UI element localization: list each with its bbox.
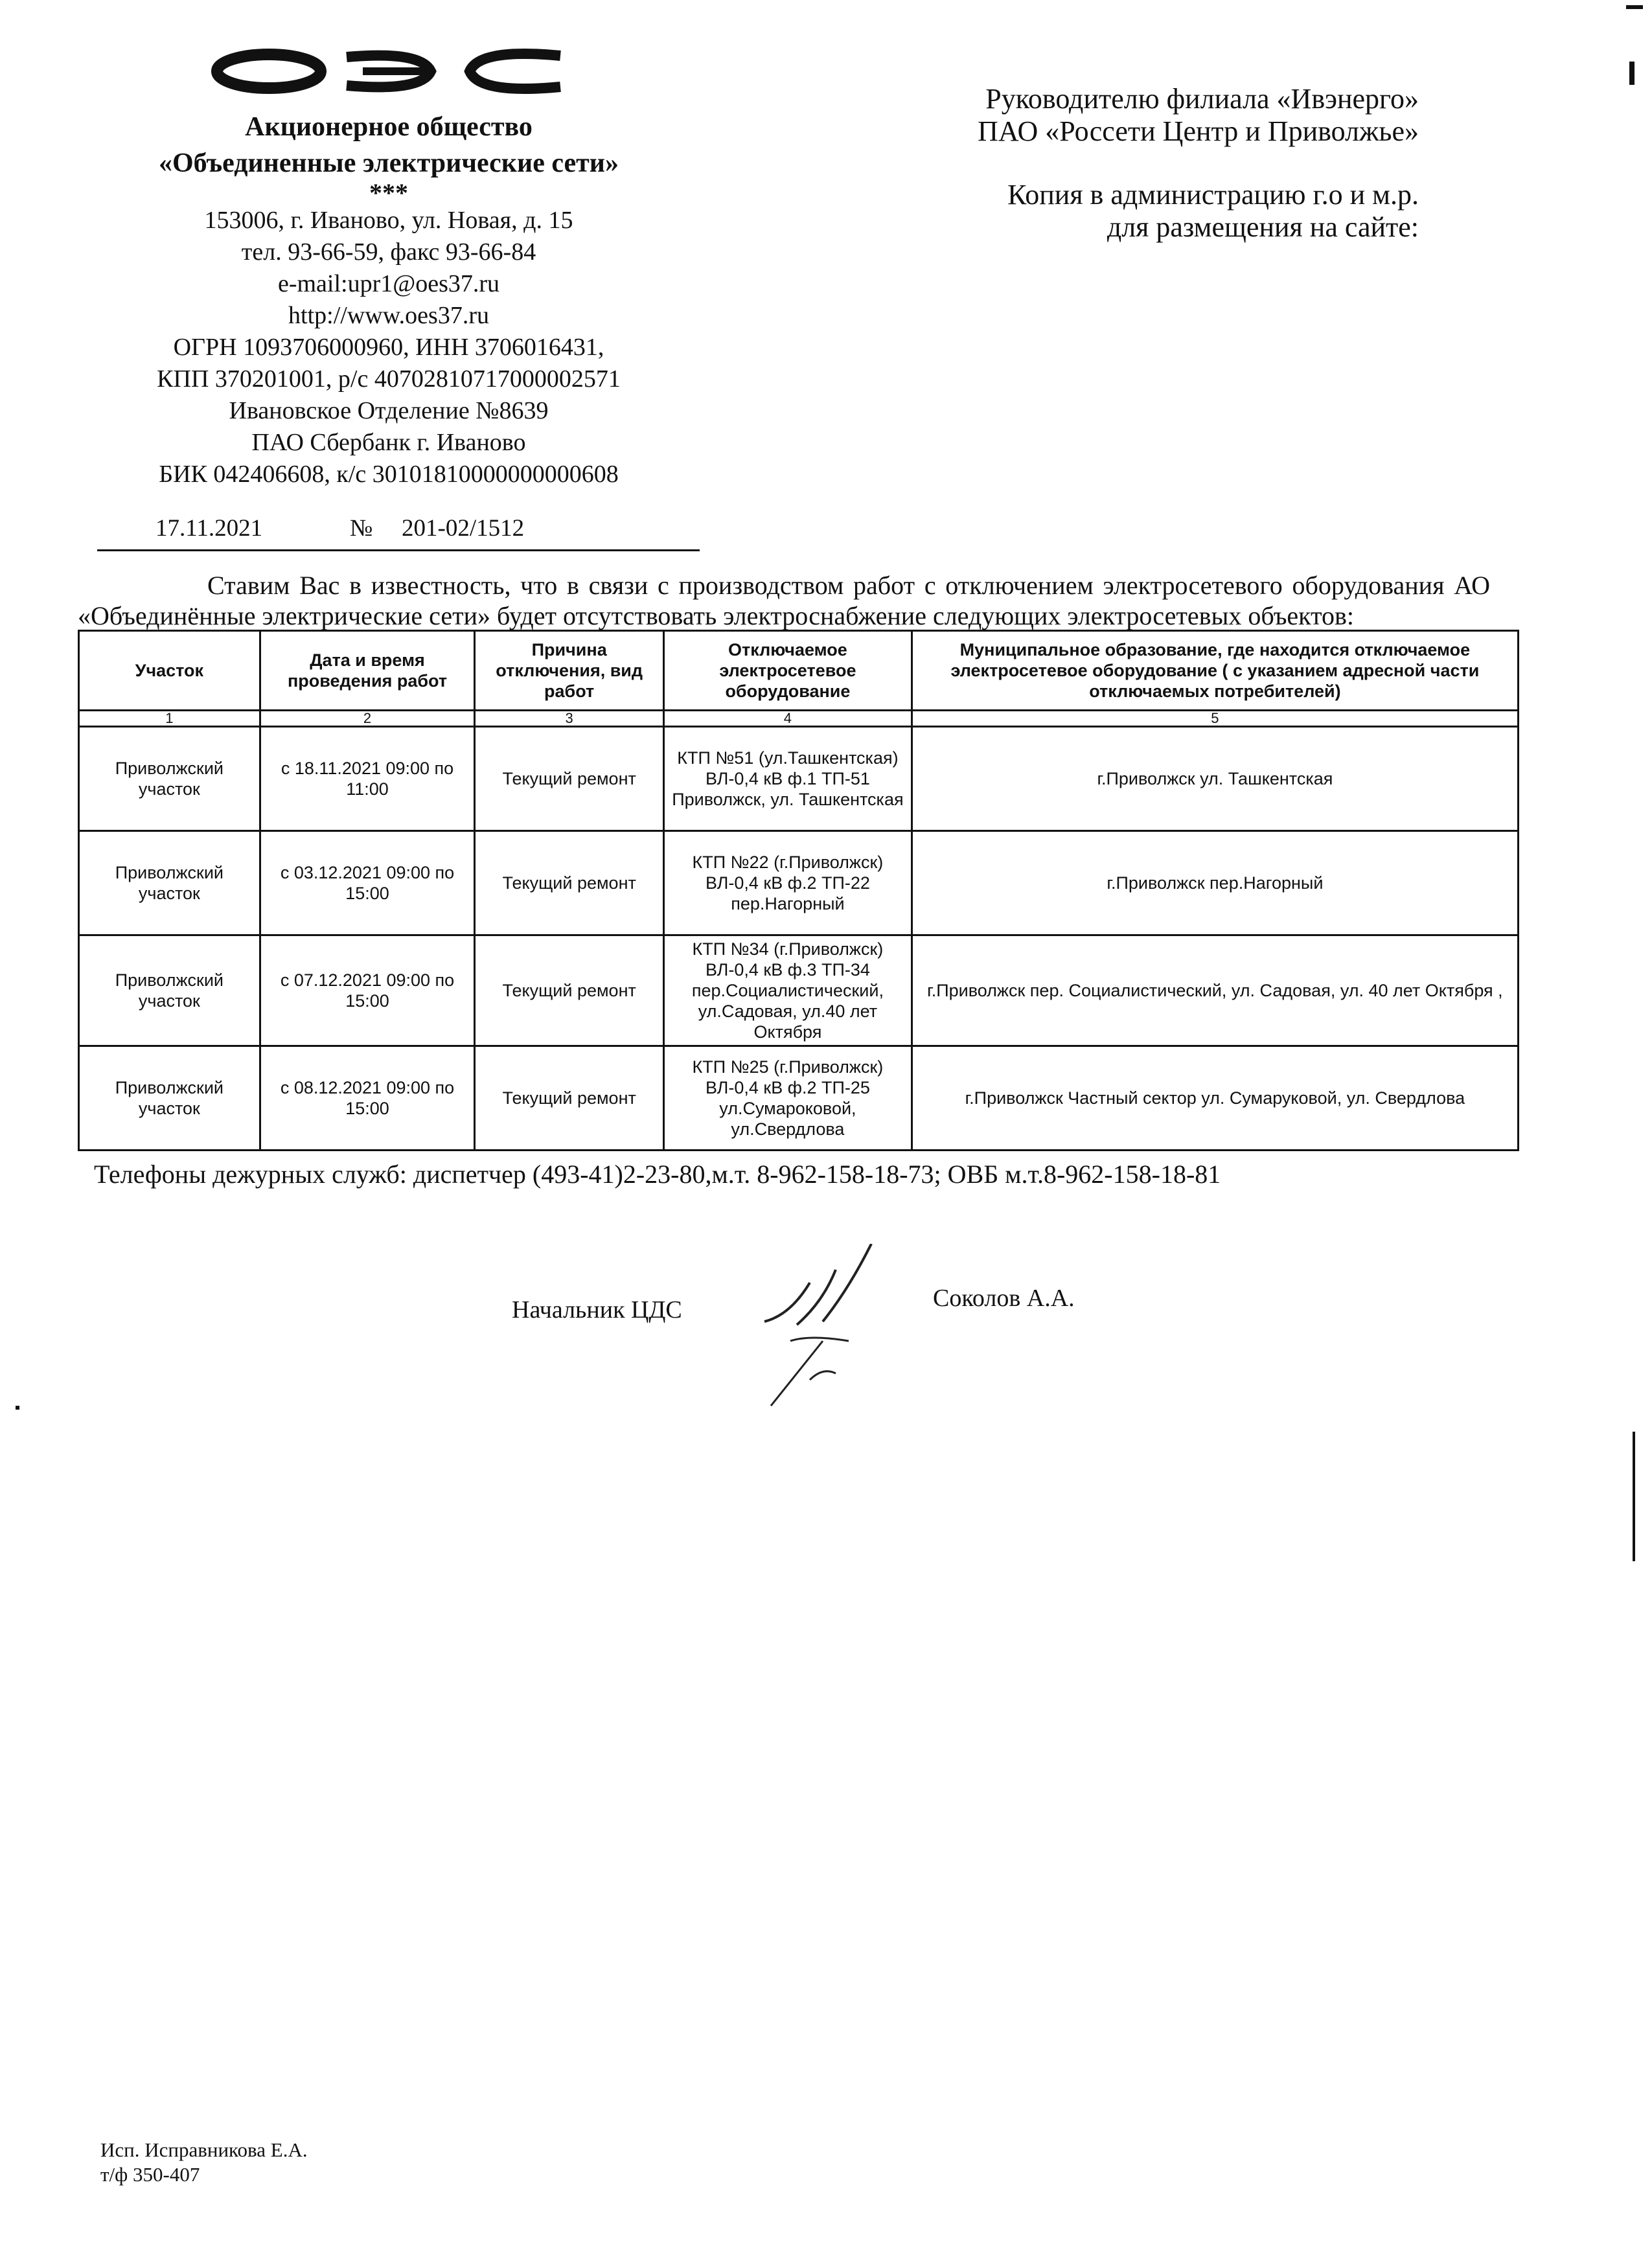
sender-block	[78, 45, 700, 490]
scan-mark	[1629, 62, 1635, 85]
sender-kpp: КПП 370201001, р/с 40702810717000002571	[157, 365, 621, 393]
intro-text: Ставим Вас в известность, что в связи с производством работ с отключением электросетевого оборудования АО «Объединённые электрические сети» будет отсутствовать электроснабжение следующих электросетевых объектов:	[78, 571, 1490, 630]
table-row	[79, 727, 1519, 831]
signer-position: Начальник ЦДС	[512, 1296, 682, 1323]
cell-equipment: КТП №51 (ул.Ташкентская) ВЛ-0,4 кВ ф.1 ТП-51 Приволжск, ул. Ташкентская	[664, 727, 912, 831]
cell-equipment: КТП №34 (г.Приволжск) ВЛ-0,4 кВ ф.3 ТП-34 пер.Социалистический, ул.Садовая, ул.40 лет Октября	[664, 935, 912, 1046]
cell-municipality: г.Приволжск пер.Нагорный	[912, 831, 1518, 935]
date-underline	[97, 549, 700, 551]
cell-reason: Текущий ремонт	[475, 935, 664, 1046]
header-equipment: Отключаемое электросетевое оборудование	[664, 631, 912, 711]
outage-table	[78, 630, 1519, 1151]
cell-municipality: г.Приволжск пер. Социалистический, ул. Садовая, ул. 40 лет Октября ,	[912, 935, 1518, 1046]
column-number: 3	[475, 711, 664, 727]
header-datetime: Дата и время проведения работ	[260, 631, 475, 711]
column-number: 5	[912, 711, 1518, 727]
cell-reason: Текущий ремонт	[475, 831, 664, 935]
sender-phone: тел. 93-66-59, факс 93-66-84	[241, 238, 536, 266]
column-number: 4	[664, 711, 912, 727]
sender-bank-branch: Ивановское Отделение №8639	[229, 397, 549, 424]
cell-municipality: г.Приволжск Частный сектор ул. Сумаруковой, ул. Свердлова	[912, 1046, 1518, 1151]
scan-mark	[16, 1406, 19, 1410]
signature-block	[512, 1270, 1289, 1438]
addressee-line1: Руководителю филиала «Ивэнерго»	[985, 83, 1419, 115]
scan-mark	[1626, 5, 1643, 9]
signer-name: Соколов А.А.	[933, 1285, 1075, 1312]
sender-bik: БИК 042406608, к/с 30101810000000000608	[159, 461, 619, 488]
column-number: 2	[260, 711, 475, 727]
executor-block	[100, 2138, 308, 2187]
addressee-line2: ПАО «Россети Центр и Приволжье»	[978, 115, 1419, 147]
number-sign: №	[350, 515, 373, 542]
table-row	[79, 1046, 1519, 1151]
copy-line1: Копия в администрацию г.о и м.р.	[1007, 179, 1419, 211]
scan-mark	[1633, 1432, 1635, 1561]
executor-name: Исп. Исправникова Е.А.	[100, 2138, 308, 2161]
table-row	[79, 831, 1519, 935]
header-municipality: Муниципальное образование, где находится отключаемое электросетевое оборудование ( с указанием адресной части отключаемых потребителей)	[912, 631, 1518, 711]
table-column-numbers	[79, 711, 1519, 727]
cell-datetime: с 03.12.2021 09:00 по 15:00	[260, 831, 475, 935]
cell-reason: Текущий ремонт	[475, 727, 664, 831]
cell-section: Приволжский участок	[79, 935, 260, 1046]
cell-datetime: с 08.12.2021 09:00 по 15:00	[260, 1046, 475, 1151]
cell-reason: Текущий ремонт	[475, 1046, 664, 1151]
table-row	[79, 935, 1519, 1046]
company-name-line1: Акционерное общество	[245, 112, 533, 142]
header-reason: Причина отключения, вид работ	[475, 631, 664, 711]
cell-municipality: г.Приволжск ул. Ташкентская	[912, 727, 1518, 831]
stars-separator: ***	[369, 178, 408, 207]
sender-email: e-mail:upr1@oes37.ru	[277, 270, 500, 297]
document-date-number	[97, 512, 700, 551]
document-date: 17.11.2021	[155, 515, 263, 542]
executor-phone: т/ф 350-407	[100, 2163, 200, 2186]
sender-website: http://www.oes37.ru	[288, 302, 489, 329]
sender-bank: ПАО Сбербанк г. Иваново	[251, 429, 526, 456]
addressee-block	[771, 83, 1419, 244]
sender-ogrn: ОГРН 1093706000960, ИНН 3706016431,	[173, 334, 604, 361]
copy-line2: для размещения на сайте:	[1107, 211, 1419, 243]
cell-equipment: КТП №25 (г.Приволжск) ВЛ-0,4 кВ ф.2 ТП-25 ул.Сумароковой, ул.Свердлова	[664, 1046, 912, 1151]
cell-section: Приволжский участок	[79, 1046, 260, 1151]
duty-phones: Телефоны дежурных служб: диспетчер (493-41)2-23-80,м.т. 8-962-158-18-73; ОВБ м.т.8-962-158-18-81	[94, 1160, 1221, 1189]
header-section: Участок	[79, 631, 260, 711]
column-number: 1	[79, 711, 260, 727]
cell-datetime: с 18.11.2021 09:00 по 11:00	[260, 727, 475, 831]
document-number: 201-02/1512	[402, 515, 525, 542]
cell-section: Приволжский участок	[79, 727, 260, 831]
company-logo	[207, 45, 570, 97]
cell-datetime: с 07.12.2021 09:00 по 15:00	[260, 935, 475, 1046]
sender-address: 153006, г. Иваново, ул. Новая, д. 15	[204, 207, 573, 234]
cell-section: Приволжский участок	[79, 831, 260, 935]
outage-table-container	[78, 630, 1519, 1151]
intro-paragraph	[78, 570, 1490, 631]
company-name-line2: «Объединенные электрические сети»	[159, 148, 619, 178]
table-header-row	[79, 631, 1519, 711]
cell-equipment: КТП №22 (г.Приволжск) ВЛ-0,4 кВ ф.2 ТП-22 пер.Нагорный	[664, 831, 912, 935]
handwritten-signature	[751, 1244, 907, 1412]
